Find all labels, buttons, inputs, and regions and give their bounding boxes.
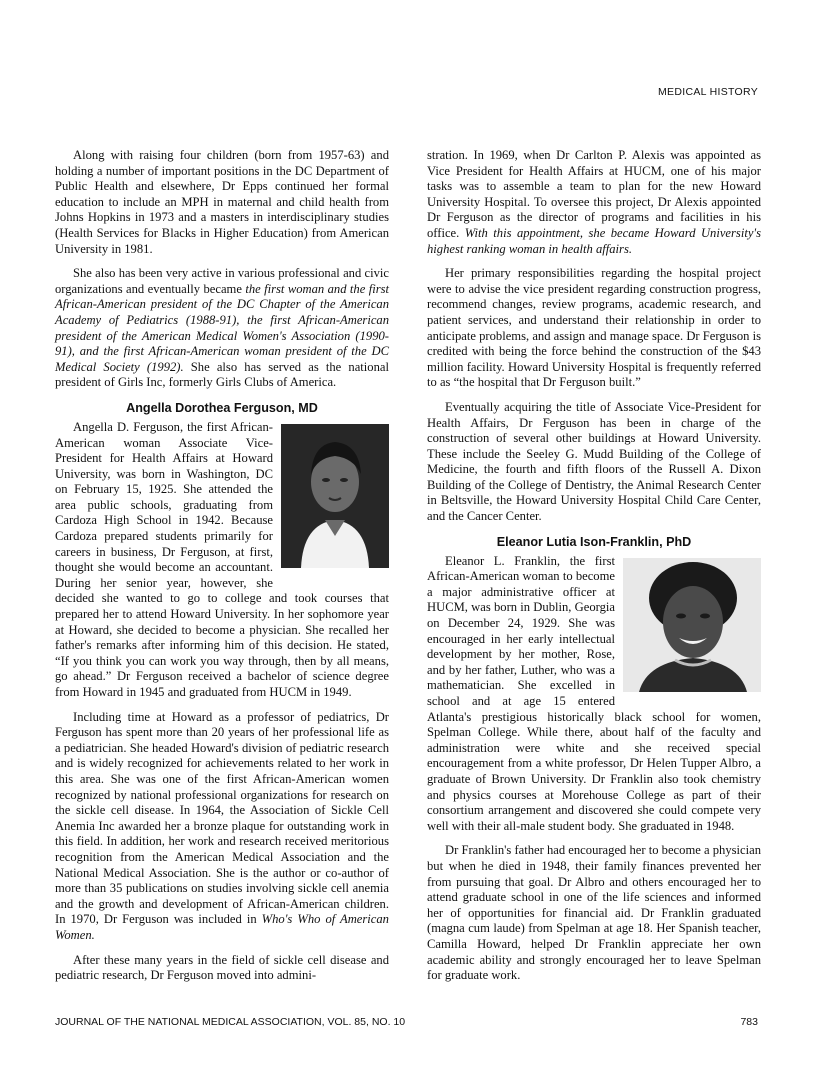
ferguson-heading: Angella Dorothea Ferguson, MD <box>126 400 318 415</box>
ferguson-photo-icon <box>281 424 389 568</box>
ferguson-paragraph-3: After these many years in the field of sickle cell disease and pediatric research, Dr Ferguson moved into admini- <box>55 952 389 983</box>
right-column <box>427 148 761 993</box>
ferguson-paragraph-1: Angella D. Ferguson, the first African-American woman Associate Vice-President for Health Affairs at Howard University, was born in Washington, DC on February 15, 1925. She attended the area public schools, graduating from Cardoza High School in 1942. Because Cardoza prepared students primarily for careers in business, Dr Ferguson, at first, thought she would become an accountant. During her senior year, however, she decided she wanted to go to college and took courses that prepared her to attend Howard University. In her sophomore year at Howard, she decided to become a physician. She recalled her father's remarks after informing him of this decision. He stated, “If you think you can work you way through, then by all means, go ahead.” Dr Ferguson received a bachelor of science degree from Howard in 1945 and graduated from HUCM in 1949. <box>55 419 389 699</box>
running-header: MEDICAL HISTORY <box>658 86 758 98</box>
franklin-paragraph-2: Dr Franklin's father had encouraged her to become a physician but when he died in 1948, their family finances prevented her from pursuing that goal. Dr Albro and others encouraged her to attend graduate school in one of the life sciences and informed her of opportunities for financial aid. Dr Franklin graduated (magna cum laude) from Spelman at age 18. Her Spanish teacher, Camilla Howard, helped Dr Franklin appreciate her own academic ability and strongly encouraged her to leave Spelman for graduate work. <box>427 843 761 983</box>
epps-paragraph-1: Along with raising four children (born from 1957-63) and holding a number of important positions in the DC Department of Public Health and elsewhere, Dr Epps continued her formal education to include an MPH in maternal and child health from Johns Hopkins in 1973 and a masters in interdisciplinary studies (Health Services for Blacks in Higher Education) from American University in 1981. <box>55 148 389 256</box>
page-number: 783 <box>740 1016 758 1028</box>
ferguson-portrait <box>281 424 389 573</box>
franklin-photo-icon <box>623 558 761 692</box>
left-column <box>55 148 389 993</box>
ferguson-paragraph-2: Including time at Howard as a professor of pediatrics, Dr Ferguson has spent more than 20 years of her professional life as a pediatrician. She headed Howard's division of pediatric research and is widely recognized for achievements related to her work in this area. She was one of the first African-American women recognized by national professional organizations for research on the sickle cell disease. In 1964, the Association of Sickle Cell Anemia Inc awarded her a bronze plaque for outstanding work in this field. In addition, her work and research received meritorious recognition from the American Medical Association and the National Medical Association. She is the author or co-author of more than 35 publications on studies involving sickle cell anemia and the growth and development of African-American children. In 1970, Dr Ferguson was included in Who's Who of American Women. <box>55 709 389 942</box>
ferguson-paragraph-5: Her primary responsibilities regarding the hospital project were to advise the vice president regarding construction progress, recommend changes, review programs, academic research, and patient services, and understand their relationship in order to anticipate problems, and assign and manage space. Dr Ferguson is credited with being the force behind the construction of the $43 million facility. Howard University Hospital is frequently referred to as “the hospital that Dr Ferguson built.” <box>427 266 761 390</box>
ferguson-paragraph-6: Eventually acquiring the title of Associate Vice-President for Health Affairs, Dr Ferguson has been in charge of the construction of several other buildings at Howard University. These include the Seeley G. Mudd Building of the College of Medicine, the fourth and fifth floors of the Russell A. Dixon Building of the College of Dentistry, the Animal Research Center in Beltsville, the Howard University Hospital Child Care Center, and the Cancer Center. <box>427 399 761 524</box>
ferguson-paragraph-4: stration. In 1969, when Dr Carlton P. Alexis was appointed as Vice President for Health Affairs at HUCM, one of his major tasks was to assemble a team to plan for the new Howard University Hospital. To oversee this project, Dr Alexis appointed Dr Ferguson as the director of programs and facilities in his office. With this appointment, she became Howard University's highest ranking woman in health affairs. <box>427 148 762 256</box>
epps-paragraph-2: She also has been very active in various professional and civic organizations and eventually became the first woman and the first African-American president of the DC Chapter of the American Academy of Pediatrics (1988-91), the first African-American president of the American Medical Women's Association (1990-91), and the first African-American woman president of the DC Medical Society (1992). She also has served as the national president of Girls Inc, formerly Girls Clubs of America. <box>55 266 389 390</box>
franklin-heading: Eleanor Lutia Ison-Franklin, PhD <box>496 534 692 549</box>
franklin-paragraph-1: Eleanor L. Franklin, the first African-American woman to become a major administrative officer at HUCM, was born in Dublin, Georgia on December 24, 1929. She was encouraged in her early intellectual development by her mother, Rose, and by her father, Luther, who was a mathematician. She excelled in school and at age 15 entered Atlanta's prestigious historically black school for women, Spelman College. While there, about half of the faculty and administration were white and she received special encouragement from a white professor, Dr Helen Tupper Albro, a graduate of Brown University. Dr Franklin also took chemistry and physics courses at Morehouse College as part of their consortium arrangement and discovered she could compete very well with their all-male student body. She graduated in 1948. <box>427 553 761 833</box>
franklin-portrait <box>623 558 761 697</box>
journal-footer: JOURNAL OF THE NATIONAL MEDICAL ASSOCIATION, VOL. 85, NO. 10 <box>55 1016 406 1028</box>
